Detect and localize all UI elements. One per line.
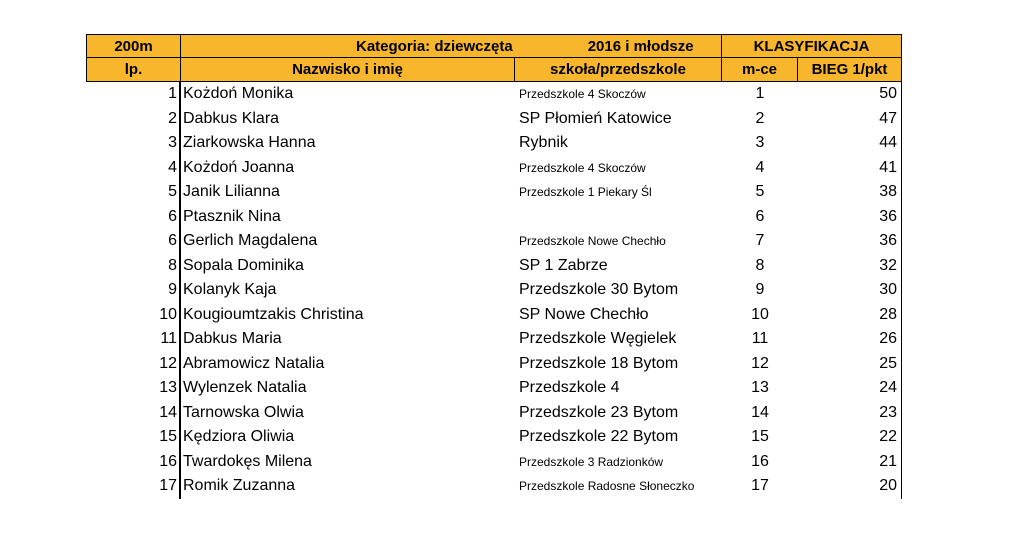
cell-lp: 9 [86, 278, 181, 303]
table-row [86, 278, 902, 303]
cell-points: 25 [798, 352, 902, 377]
cell-school: Przedszkole 3 Radzionków [519, 454, 664, 469]
cell-name: Romik Zuzanna [183, 477, 296, 495]
cell-place: 6 [755, 207, 765, 225]
cell-lp: 4 [86, 156, 181, 181]
cell-school: Przedszkole 22 Bytom [519, 428, 679, 446]
col-header-school: szkoła/przedszkole [515, 58, 722, 82]
table-body [86, 82, 902, 499]
cell-lp: 6 [86, 229, 181, 254]
table-row [86, 131, 902, 156]
category-year: 2016 i młodsze [587, 37, 694, 55]
cell-points: 32 [798, 254, 902, 279]
cell-points: 26 [798, 327, 902, 352]
cell-lp: 1 [86, 82, 181, 107]
cell-name: Kożdoń Joanna [183, 158, 295, 176]
cell-name: Kolanyk Kaja [183, 281, 277, 299]
cell-place: 11 [751, 330, 769, 348]
col-header-name: Nazwisko i imię [181, 58, 515, 82]
cell-points: 20 [798, 474, 902, 499]
cell-name: Sopala Dominika [183, 256, 304, 274]
col-header-points: BIEG 1/pkt [798, 58, 902, 82]
cell-lp: 13 [86, 376, 181, 401]
table-row [86, 401, 902, 426]
cell-name: Dabkus Maria [183, 330, 282, 348]
cell-points: 38 [798, 180, 902, 205]
cell-place: 16 [751, 452, 769, 470]
cell-place: 12 [751, 354, 769, 372]
cell-school: Przedszkole 4 Skoczów [519, 160, 646, 175]
table-row [86, 425, 902, 450]
cell-name: Ptasznik Nina [183, 207, 281, 225]
cell-place: 5 [755, 183, 765, 201]
distance-cell: 200m [86, 34, 181, 58]
table-row [86, 254, 902, 279]
table-row [86, 303, 902, 328]
cell-place: 9 [755, 281, 765, 299]
table-row [86, 327, 902, 352]
cell-points: 50 [798, 82, 902, 107]
cell-school: Przedszkole 1 Piekary Śl [519, 185, 652, 200]
cell-lp: 16 [86, 450, 181, 475]
table-row [86, 205, 902, 230]
cell-lp: 3 [86, 131, 181, 156]
table-row [86, 156, 902, 181]
cell-school: Rybnik [519, 134, 568, 152]
cell-lp: 15 [86, 425, 181, 450]
cell-points: 28 [798, 303, 902, 328]
table-row [86, 352, 902, 377]
header-row-columns [86, 58, 902, 82]
cell-lp: 12 [86, 352, 181, 377]
category-label: Kategoria: dziewczęta [356, 37, 513, 55]
cell-place: 15 [751, 428, 769, 446]
cell-name: Wylenzek Natalia [183, 379, 307, 397]
cell-school: Przedszkole 18 Bytom [519, 354, 679, 372]
cell-school: Przedszkole 30 Bytom [519, 281, 679, 299]
cell-place: 2 [755, 109, 765, 127]
results-table [86, 34, 902, 499]
cell-points: 24 [798, 376, 902, 401]
cell-school: Przedszkole 23 Bytom [519, 403, 679, 421]
cell-name: Janik Lilianna [183, 183, 280, 201]
cell-place: 3 [755, 134, 765, 152]
cell-lp: 5 [86, 180, 181, 205]
cell-lp: 6 [86, 205, 181, 230]
cell-points: 36 [798, 229, 902, 254]
table-row [86, 376, 902, 401]
cell-place: 8 [755, 256, 765, 274]
cell-place: 17 [751, 477, 769, 495]
table-row [86, 82, 902, 107]
cell-name: Kędziora Oliwia [183, 428, 295, 446]
cell-school [515, 205, 722, 230]
cell-points: 23 [798, 401, 902, 426]
cell-place: 1 [755, 85, 765, 103]
table-row [86, 180, 902, 205]
cell-school: Przedszkole 4 [519, 379, 620, 397]
cell-school: SP Nowe Chechło [519, 305, 649, 323]
cell-name: Dabkus Klara [183, 109, 280, 127]
cell-name: Twardokęs Milena [183, 452, 312, 470]
cell-school: Przedszkole Nowe Chechło [519, 234, 666, 249]
cell-points: 36 [798, 205, 902, 230]
header-row-category [86, 34, 902, 58]
cell-school: SP Płomień Katowice [519, 109, 672, 127]
cell-lp: 11 [86, 327, 181, 352]
table-row [86, 107, 902, 132]
cell-place: 13 [751, 379, 769, 397]
cell-name: Ziarkowska Hanna [183, 134, 316, 152]
cell-lp: 14 [86, 401, 181, 426]
cell-place: 4 [755, 158, 765, 176]
cell-school: Przedszkole Radosne Słoneczko [519, 479, 695, 494]
cell-points: 47 [798, 107, 902, 132]
table-row [86, 450, 902, 475]
cell-points: 21 [798, 450, 902, 475]
cell-lp: 2 [86, 107, 181, 132]
cell-lp: 10 [86, 303, 181, 328]
cell-name: Gerlich Magdalena [183, 232, 318, 250]
cell-points: 22 [798, 425, 902, 450]
col-header-lp: lp. [86, 58, 181, 82]
cell-school: SP 1 Zabrze [519, 256, 608, 274]
col-header-place: m-ce [722, 58, 798, 82]
cell-place: 7 [755, 232, 765, 250]
table-row [86, 229, 902, 254]
cell-school: Przedszkole Węgielek [519, 330, 677, 348]
cell-name: Tarnowska Olwia [183, 403, 304, 421]
category-cell [181, 34, 722, 58]
cell-lp: 8 [86, 254, 181, 279]
cell-place: 14 [751, 403, 769, 421]
cell-name: Abramowicz Natalia [183, 354, 325, 372]
cell-school: Przedszkole 4 Skoczów [519, 87, 646, 102]
cell-points: 30 [798, 278, 902, 303]
cell-name: Kougioumtzakis Christina [183, 305, 364, 323]
cell-lp: 17 [86, 474, 181, 499]
cell-name: Kożdoń Monika [183, 85, 294, 103]
table-row [86, 474, 902, 499]
cell-points: 41 [798, 156, 902, 181]
classification-cell: KLASYFIKACJA [722, 34, 902, 58]
cell-place: 10 [751, 305, 769, 323]
cell-points: 44 [798, 131, 902, 156]
